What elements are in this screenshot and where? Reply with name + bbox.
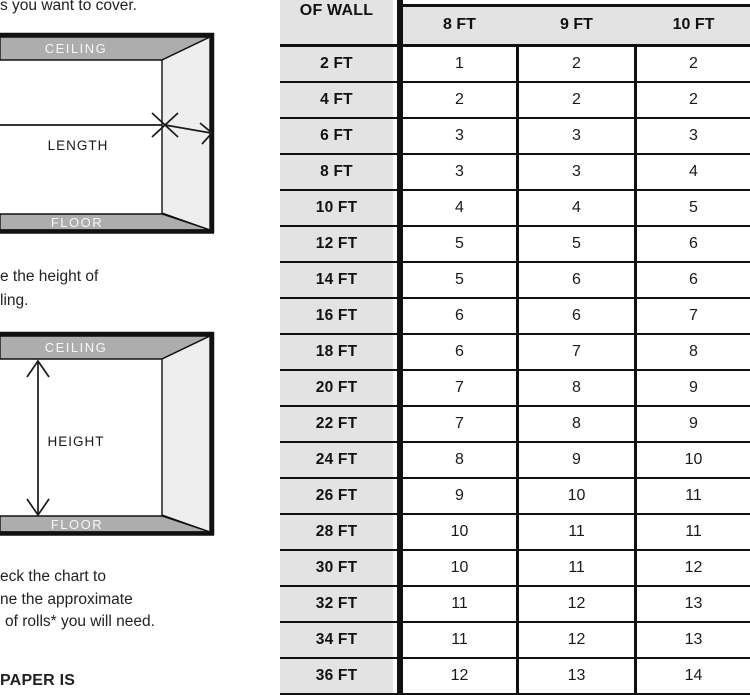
wall-length-label: 8 FT [280,155,393,189]
roll-count-cell: 3 [403,119,516,153]
roll-count-table [280,0,750,695]
wall-length-label: 16 FT [280,299,393,333]
roll-count-cell: 13 [637,587,750,621]
roll-count-cell: 12 [519,623,634,657]
table-row [280,659,750,695]
table-row [280,479,750,515]
height-label: HEIGHT [47,434,105,449]
measure-height-instruction [0,265,98,313]
table-row [280,119,750,155]
column-headers [403,7,750,44]
roll-count-cell: 8 [403,443,516,477]
wall-length-label: 18 FT [280,335,393,369]
roll-count-cell: 11 [403,623,516,657]
roll-count-cell: 9 [637,371,750,405]
roll-count-cell: 8 [519,371,634,405]
column-header-block [403,0,750,44]
instruction-line: of rolls* you will need. [5,613,155,630]
roll-count-cell: 4 [403,191,516,225]
roll-count-cell: 5 [637,191,750,225]
check-chart-instruction [0,566,155,634]
roll-count-cell: 2 [403,83,516,117]
roll-count-cell: 12 [519,587,634,621]
roll-count-cell: 9 [519,443,634,477]
roll-count-cell: 3 [637,119,750,153]
roll-count-cell: 13 [637,623,750,657]
roll-count-cell: 7 [403,371,516,405]
table-header-row [280,0,750,47]
table-row [280,407,750,443]
roll-count-cell: 11 [637,515,750,549]
roll-count-cell: 8 [637,335,750,369]
roll-count-cell: 5 [519,227,634,261]
roll-count-cell: 9 [403,479,516,513]
instruction-line: ne the approximate [0,590,133,608]
roll-count-cell: 5 [403,263,516,297]
length-label: LENGTH [47,138,109,153]
instruction-line: eck the chart to [0,568,106,585]
roll-count-cell: 10 [519,479,634,513]
wall-length-label: 4 FT [280,83,393,117]
wall-length-label: 20 FT [280,371,393,405]
roll-count-cell: 12 [637,551,750,585]
roll-count-cell: 3 [519,155,634,189]
table-row [280,371,750,407]
wall-length-label: 12 FT [280,227,393,261]
roll-count-cell: 11 [519,551,634,585]
length-room-diagram [0,32,216,235]
roll-count-cell: 6 [519,299,634,333]
ceiling-label: CEILING [44,340,108,355]
roll-count-cell: 6 [637,227,750,261]
column-header: 9 FT [560,16,593,33]
roll-count-cell: 6 [637,263,750,297]
column-header: 8 FT [443,16,476,33]
wall-length-label: 30 FT [280,551,393,585]
footnote-heading: PAPER IS [0,672,76,689]
roll-count-cell: 10 [403,515,516,549]
roll-count-cell: 2 [519,47,634,81]
wall-length-label: 24 FT [280,443,393,477]
table-row [280,515,750,551]
roll-count-cell: 8 [519,407,634,441]
roll-count-cell: 7 [403,407,516,441]
instruction-line: e the height of [0,268,99,285]
floor-label: FLOOR [50,517,104,532]
side-wall [162,336,210,532]
wall-length-label: 10 FT [280,191,393,225]
roll-count-cell: 2 [637,83,750,117]
roll-count-cell: 14 [637,659,750,693]
roll-count-cell: 13 [519,659,634,693]
height-room-diagram [0,331,216,537]
floor-label: FLOOR [50,215,104,230]
wall-length-label: 32 FT [280,587,393,621]
wall-length-label: 14 FT [280,263,393,297]
instruction-line: ling. [0,292,29,309]
table-row [280,623,750,659]
side-wall [162,37,210,230]
roll-count-cell: 11 [403,587,516,621]
roll-count-cell: 7 [637,299,750,333]
roll-count-cell: 5 [403,227,516,261]
wall-length-label: 36 FT [280,659,393,693]
wall-length-label: 26 FT [280,479,393,513]
column-header: 10 FT [672,16,715,33]
table-row [280,587,750,623]
wall-length-label: 22 FT [280,407,393,441]
table-row [280,299,750,335]
roll-count-cell: 10 [403,551,516,585]
roll-count-cell: 9 [637,407,750,441]
wall-length-label: 2 FT [280,47,393,81]
table-row [280,335,750,371]
table-row [280,551,750,587]
roll-count-cell: 11 [637,479,750,513]
table-row [280,155,750,191]
table-row [280,227,750,263]
measure-length-instruction: s you want to cover. [0,0,137,14]
roll-count-cell: 4 [519,191,634,225]
roll-count-cell: 10 [637,443,750,477]
roll-count-cell: 6 [403,335,516,369]
roll-count-cell: 1 [403,47,516,81]
table-row [280,263,750,299]
ceiling-label: CEILING [44,41,108,56]
roll-count-cell: 3 [403,155,516,189]
wall-length-label: 34 FT [280,623,393,657]
height-arrow [27,361,49,515]
roll-count-cell: 2 [519,83,634,117]
table-row [280,47,750,83]
table-row [280,83,750,119]
wall-length-label: 28 FT [280,515,393,549]
roll-count-cell: 6 [519,263,634,297]
roll-count-cell: 11 [519,515,634,549]
roll-count-cell: 4 [637,155,750,189]
roll-count-cell: 7 [519,335,634,369]
wall-length-label: 6 FT [280,119,393,153]
table-row [280,443,750,479]
roll-count-cell: 3 [519,119,634,153]
roll-count-cell: 12 [403,659,516,693]
row-header-cell: OF WALL [280,0,393,44]
roll-count-cell: 6 [403,299,516,333]
table-row [280,191,750,227]
roll-count-cell: 2 [637,47,750,81]
